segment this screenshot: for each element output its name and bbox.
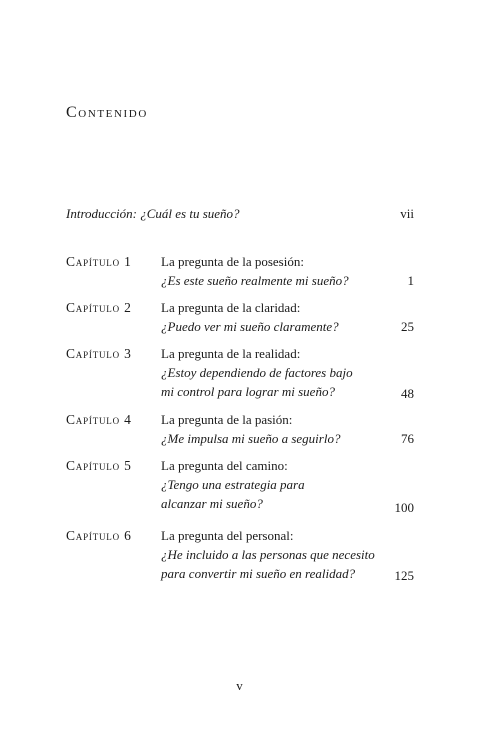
toc-intro-entry[interactable] [66,206,414,222]
chapter-heading: La pregunta de la pasión: [161,412,293,427]
chapter-subtitle: ¿Puedo ver mi sueño claramente? [161,319,339,334]
chapter-subtitle: ¿Me impulsa mi sueño a seguirlo? [161,431,341,446]
chapter-page-number: 25 [401,319,414,334]
toc-chapter-2[interactable] [66,298,414,338]
chapter-label: Capítulo 5 [66,458,132,473]
chapter-page-number: 100 [394,500,414,515]
chapter-heading: La pregunta de la realidad: [161,346,301,361]
chapter-label: Capítulo 4 [66,412,132,427]
intro-page-number: vii [400,206,414,221]
chapter-label: Capítulo 2 [66,300,132,315]
toc-chapter-5[interactable] [66,456,414,516]
chapter-subtitle: ¿Es este sueño realmente mi sueño? [161,273,349,288]
chapter-subtitle-line-2: mi control para lograr mi sueño? [161,384,335,399]
chapter-label: Capítulo 6 [66,528,132,543]
chapter-subtitle: ¿Tengo una estrategia para [161,477,305,492]
intro-title: Introducción: ¿Cuál es tu sueño? [66,206,240,221]
chapter-page-number: 76 [401,431,414,446]
chapter-heading: La pregunta del personal: [161,528,294,543]
toc-chapter-6[interactable] [66,526,414,586]
chapter-page-number: 48 [401,386,414,401]
chapter-label: Capítulo 1 [66,254,132,269]
chapter-page-number: 125 [394,568,414,583]
chapter-subtitle-line-2: para convertir mi sueño en realidad? [161,566,356,581]
toc-chapter-4[interactable] [66,410,414,450]
toc-chapter-1[interactable] [66,252,414,292]
chapter-heading: La pregunta de la posesión: [161,254,304,269]
chapter-subtitle: ¿Estoy dependiendo de factores bajo [161,365,353,380]
toc-chapter-3[interactable] [66,344,414,404]
chapter-heading: La pregunta del camino: [161,458,288,473]
chapter-subtitle-line-2: alcanzar mi sueño? [161,496,263,511]
chapter-label: Capítulo 3 [66,346,132,361]
chapter-heading: La pregunta de la claridad: [161,300,301,315]
chapter-subtitle: ¿He incluido a las personas que necesito [161,547,375,562]
chapter-page-number: 1 [407,273,414,288]
page-folio: v [236,678,243,693]
page-title: Contenido [66,104,148,121]
